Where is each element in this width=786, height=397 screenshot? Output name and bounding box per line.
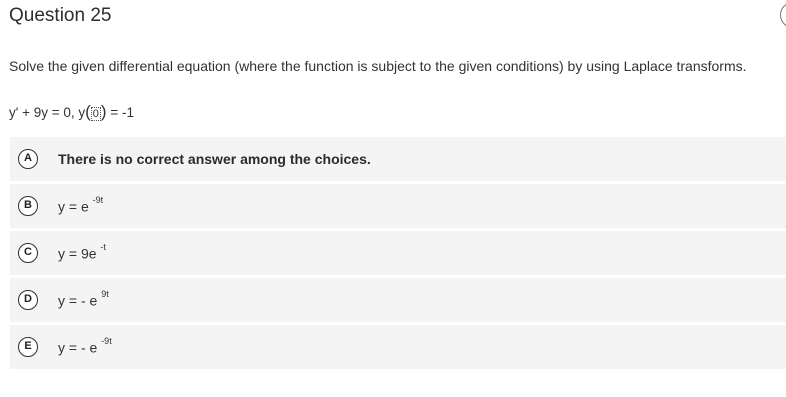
option-exponent: -9t xyxy=(101,335,112,346)
option-label: y = - e $^{-9t}$ xyxy=(58,335,112,356)
equation-rhs: = -1 xyxy=(106,105,134,120)
equation: y' + 9y = 0, y( 0 ) = -1 xyxy=(9,102,134,121)
option-badge: C xyxy=(18,243,38,263)
option-exponent: -t xyxy=(100,241,106,252)
initial-value-box: 0 xyxy=(92,108,99,120)
option-label: y = e $^{-9t}$ xyxy=(58,194,104,215)
option-exponent: 9t xyxy=(101,288,109,299)
question-prompt: Solve the given differential equation (where the function is subject to the given conditions) by using Laplace transforms. xyxy=(9,58,747,74)
option-a[interactable] xyxy=(10,137,786,181)
option-label: y = - e $^{9t}$ xyxy=(58,288,109,309)
option-c[interactable] xyxy=(10,231,786,275)
equation-lhs: y' + 9y = 0, y xyxy=(9,105,86,120)
option-badge: B xyxy=(18,196,38,216)
option-exponent: -9t xyxy=(92,194,104,205)
option-badge: A xyxy=(18,149,38,169)
option-e[interactable] xyxy=(10,325,786,369)
option-badge: E xyxy=(18,337,38,357)
option-label: y = 9e $^{-t}$ xyxy=(58,241,106,262)
option-d[interactable] xyxy=(10,278,786,322)
option-badge: D xyxy=(18,290,38,310)
option-b[interactable] xyxy=(10,184,786,228)
flag-toggle[interactable] xyxy=(780,2,786,28)
question-title: Question 25 xyxy=(9,5,112,26)
option-label: There is no correct answer among the choices. xyxy=(58,151,371,167)
answer-options xyxy=(10,137,786,372)
